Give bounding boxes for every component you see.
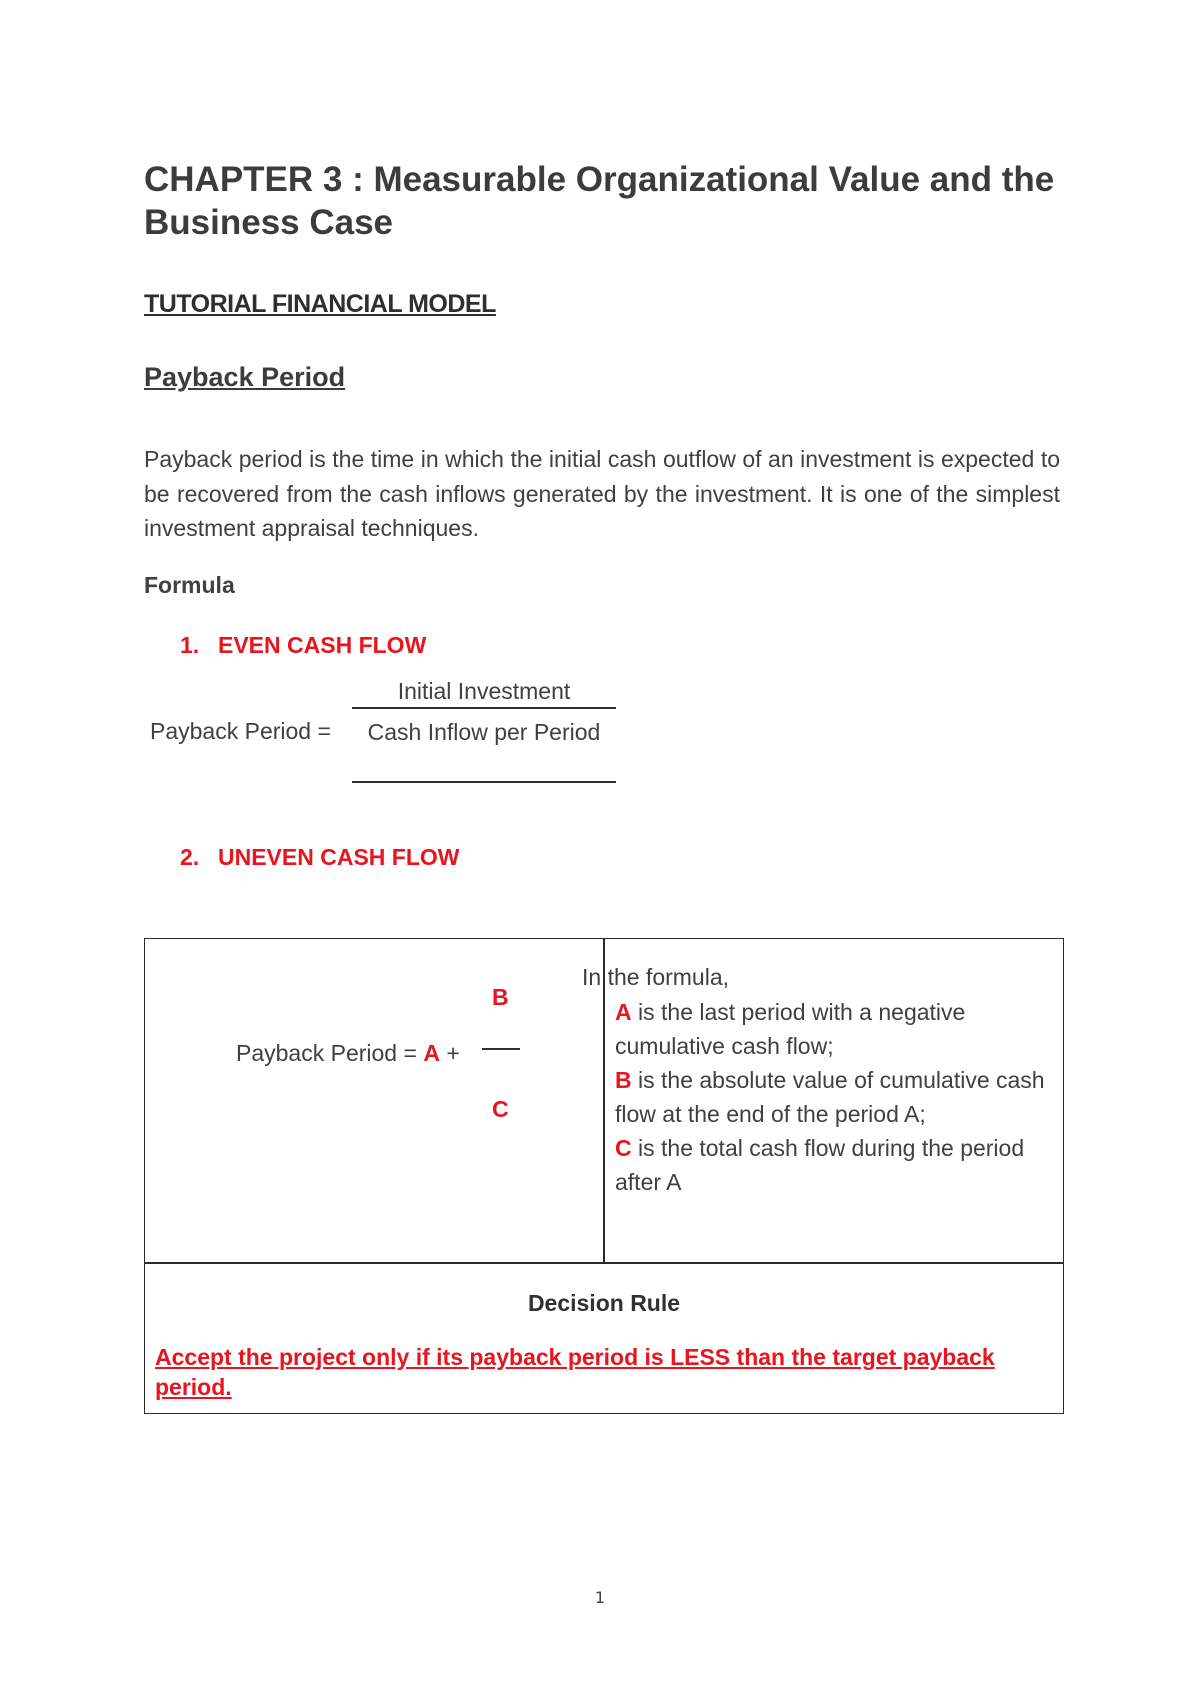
uneven-formula-expression xyxy=(236,1040,460,1067)
formula-a: A xyxy=(423,1040,440,1066)
explanation-letter: A xyxy=(615,999,632,1025)
decision-rule-title: Decision Rule xyxy=(527,1290,681,1316)
explanation-intro: In the formula, xyxy=(582,964,730,990)
method-label: EVEN CASH FLOW xyxy=(218,632,427,658)
table-row-divider xyxy=(144,1262,1064,1264)
formula-b: B xyxy=(492,984,509,1010)
even-formula-lhs: Payback Period = xyxy=(150,718,331,744)
formula-plus: + xyxy=(446,1040,460,1066)
explanation-letter: C xyxy=(615,1135,632,1161)
even-formula-numerator: Initial Investment xyxy=(397,678,571,704)
method-label: UNEVEN CASH FLOW xyxy=(218,844,460,870)
formula-c: C xyxy=(492,1096,509,1122)
method-number: 2. xyxy=(180,844,200,870)
explanation-text: is the total cash flow during the period after A xyxy=(615,1135,1025,1195)
explanation-item xyxy=(615,1063,1055,1131)
method-heading-uneven xyxy=(180,844,460,871)
fraction-underline xyxy=(352,781,616,783)
formula-label: Formula xyxy=(144,572,235,598)
uneven-formula-lhs: Payback Period = xyxy=(236,1040,417,1066)
chapter-title: CHAPTER 3 : Measurable Organizational Value and the Business Case xyxy=(144,160,1055,242)
explanation-list xyxy=(615,995,1055,1199)
method-number: 1. xyxy=(180,632,200,658)
section-heading: Payback Period xyxy=(144,362,346,392)
page-number: 1 xyxy=(594,1588,606,1607)
fraction-bar xyxy=(482,1048,520,1050)
definition-paragraph: Payback period is the time in which the initial cash outflow of an investment is expected to be recovered from the cash inflows generated by the investment. It is one of the simplest investment appraisal techniques. xyxy=(144,446,1060,541)
explanation-item xyxy=(615,995,1055,1063)
tutorial-subtitle: TUTORIAL FINANCIAL MODEL xyxy=(144,290,496,318)
decision-rule-text: Accept the project only if its payback period is LESS than the target payback period. xyxy=(155,1344,995,1400)
method-heading-even xyxy=(180,632,426,659)
even-formula-denominator: Cash Inflow per Period xyxy=(367,719,601,745)
explanation-text: is the absolute value of cumulative cash flow at the end of the period A; xyxy=(615,1067,1045,1127)
fraction-bar xyxy=(352,707,616,709)
explanation-item xyxy=(615,1131,1055,1199)
explanation-letter: B xyxy=(615,1067,632,1093)
explanation-text: is the last period with a negative cumulative cash flow; xyxy=(615,999,966,1059)
